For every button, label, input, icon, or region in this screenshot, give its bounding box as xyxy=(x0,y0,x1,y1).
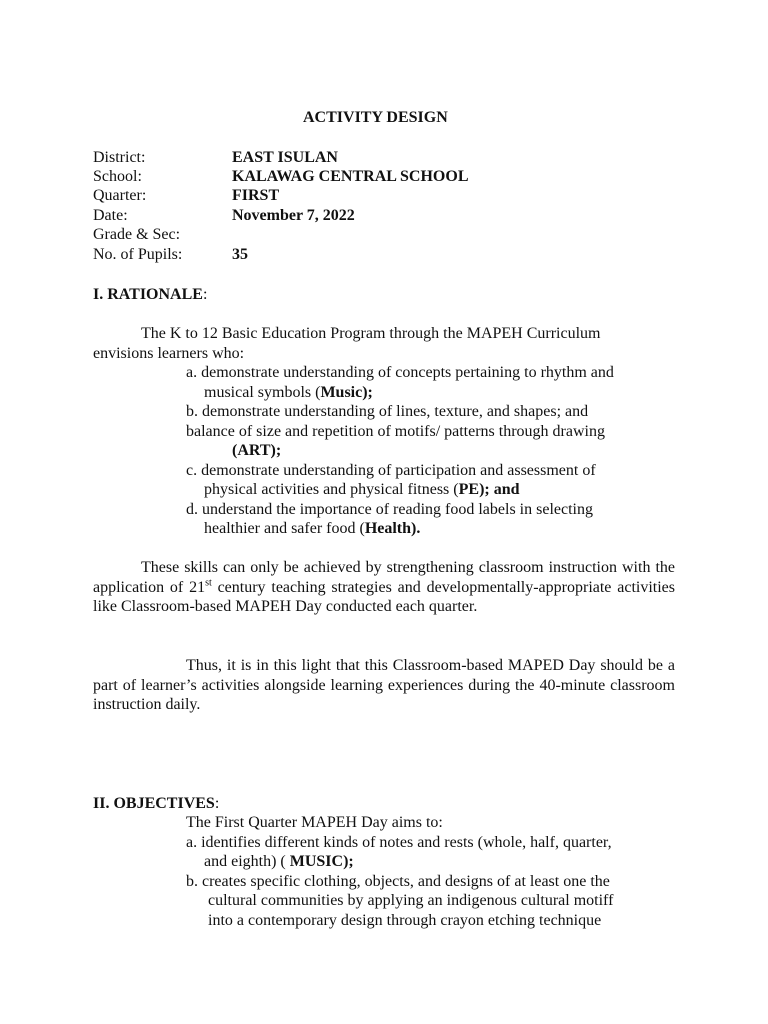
rationale-heading xyxy=(93,285,207,304)
rationale-item-a-subject: Music xyxy=(320,384,363,401)
rationale-item-d-text: healthier and safer food ( xyxy=(204,520,365,537)
objectives-intro: The First Quarter MAPEH Day aims to: xyxy=(186,814,443,831)
objectives-item-b-line-3: into a contemporary design through crayon etching technique xyxy=(208,912,602,929)
rationale-paragraph-2-text-b: century teaching strategies and developmentally-appropriate activities like Classroom-based MAPEH Day conducted each quarter. xyxy=(93,578,675,615)
school-value: KALAWAG CENTRAL SCHOOL xyxy=(232,168,469,185)
quarter-label: Quarter: xyxy=(93,187,147,204)
rationale-paragraph-2-text-a: These skills can only be achieved by strengthening classroom instruction with the application of 21 xyxy=(93,559,675,596)
rationale-item-c-text: physical activities and physical fitness ( xyxy=(204,481,459,498)
rationale-item-d-end: ). xyxy=(411,520,421,537)
pupils-value: 35 xyxy=(232,246,248,263)
rationale-paragraph-3-text: Thus, it is in this light that this Classroom-based MAPED Day should be a part of learner’s activities alongside learning experiences during the 40-minute classroom instruction daily. xyxy=(93,657,675,713)
rationale-item-b-line-3: (ART); xyxy=(232,442,282,459)
district-label: District: xyxy=(93,149,146,166)
district-value: EAST ISULAN xyxy=(232,149,338,166)
rationale-heading-text: I. RATIONALE xyxy=(93,286,203,303)
objectives-item-b-line-2: cultural communities by applying an indigenous cultural motiff xyxy=(208,892,614,909)
rationale-paragraph-2-superscript: st xyxy=(205,577,212,589)
rationale-item-a-text: musical symbols ( xyxy=(204,384,321,401)
objectives-heading-colon: : xyxy=(214,795,220,812)
rationale-item-c-line-1: c. demonstrate understanding of participation and assessment of xyxy=(186,462,596,479)
rationale-item-a-line-2 xyxy=(204,383,373,402)
rationale-item-b-line-2: balance of size and repetition of motifs/ patterns through drawing xyxy=(186,423,605,440)
objectives-item-b-line-1: b. creates specific clothing, objects, and designs of at least one the xyxy=(186,873,610,890)
rationale-item-d-subject: Health xyxy=(364,520,412,537)
objectives-item-a-end: ); xyxy=(343,853,354,870)
rationale-item-b-line-1: b. demonstrate understanding of lines, texture, and shapes; and xyxy=(186,403,589,420)
rationale-heading-colon: : xyxy=(202,286,208,303)
rationale-paragraph-2 xyxy=(93,558,675,617)
rationale-paragraph-3 xyxy=(93,656,675,715)
objectives-item-a-text: and eighth) ( xyxy=(204,853,290,870)
rationale-item-a-line-1: a. demonstrate understanding of concepts pertaining to rhythm and xyxy=(186,364,614,381)
rationale-item-c-subject: PE xyxy=(458,481,480,498)
rationale-item-a-end: ); xyxy=(362,384,373,401)
grade-label: Grade & Sec: xyxy=(93,226,181,243)
objectives-item-a-line-2 xyxy=(204,852,354,871)
document-title: ACTIVITY DESIGN xyxy=(303,109,448,126)
rationale-intro-line-2: envisions learners who: xyxy=(93,345,245,362)
rationale-item-d-line-1: d. understand the importance of reading food labels in selecting xyxy=(186,501,593,518)
objectives-item-a-subject: MUSIC xyxy=(289,853,344,870)
rationale-item-d-line-2 xyxy=(204,519,420,538)
pupils-label: No. of Pupils: xyxy=(93,246,183,263)
quarter-value: FIRST xyxy=(232,187,280,204)
school-label: School: xyxy=(93,168,142,185)
objectives-item-a-line-1: a. identifies different kinds of notes and rests (whole, half, quarter, xyxy=(186,834,612,851)
date-value: November 7, 2022 xyxy=(232,207,355,224)
rationale-item-c-end: ); and xyxy=(479,481,520,498)
rationale-intro-line-1: The K to 12 Basic Education Program through the MAPEH Curriculum xyxy=(141,325,601,342)
objectives-heading-text: II. OBJECTIVES xyxy=(93,795,215,812)
rationale-item-c-line-2 xyxy=(204,480,520,499)
objectives-heading xyxy=(93,794,219,813)
date-label: Date: xyxy=(93,207,128,224)
